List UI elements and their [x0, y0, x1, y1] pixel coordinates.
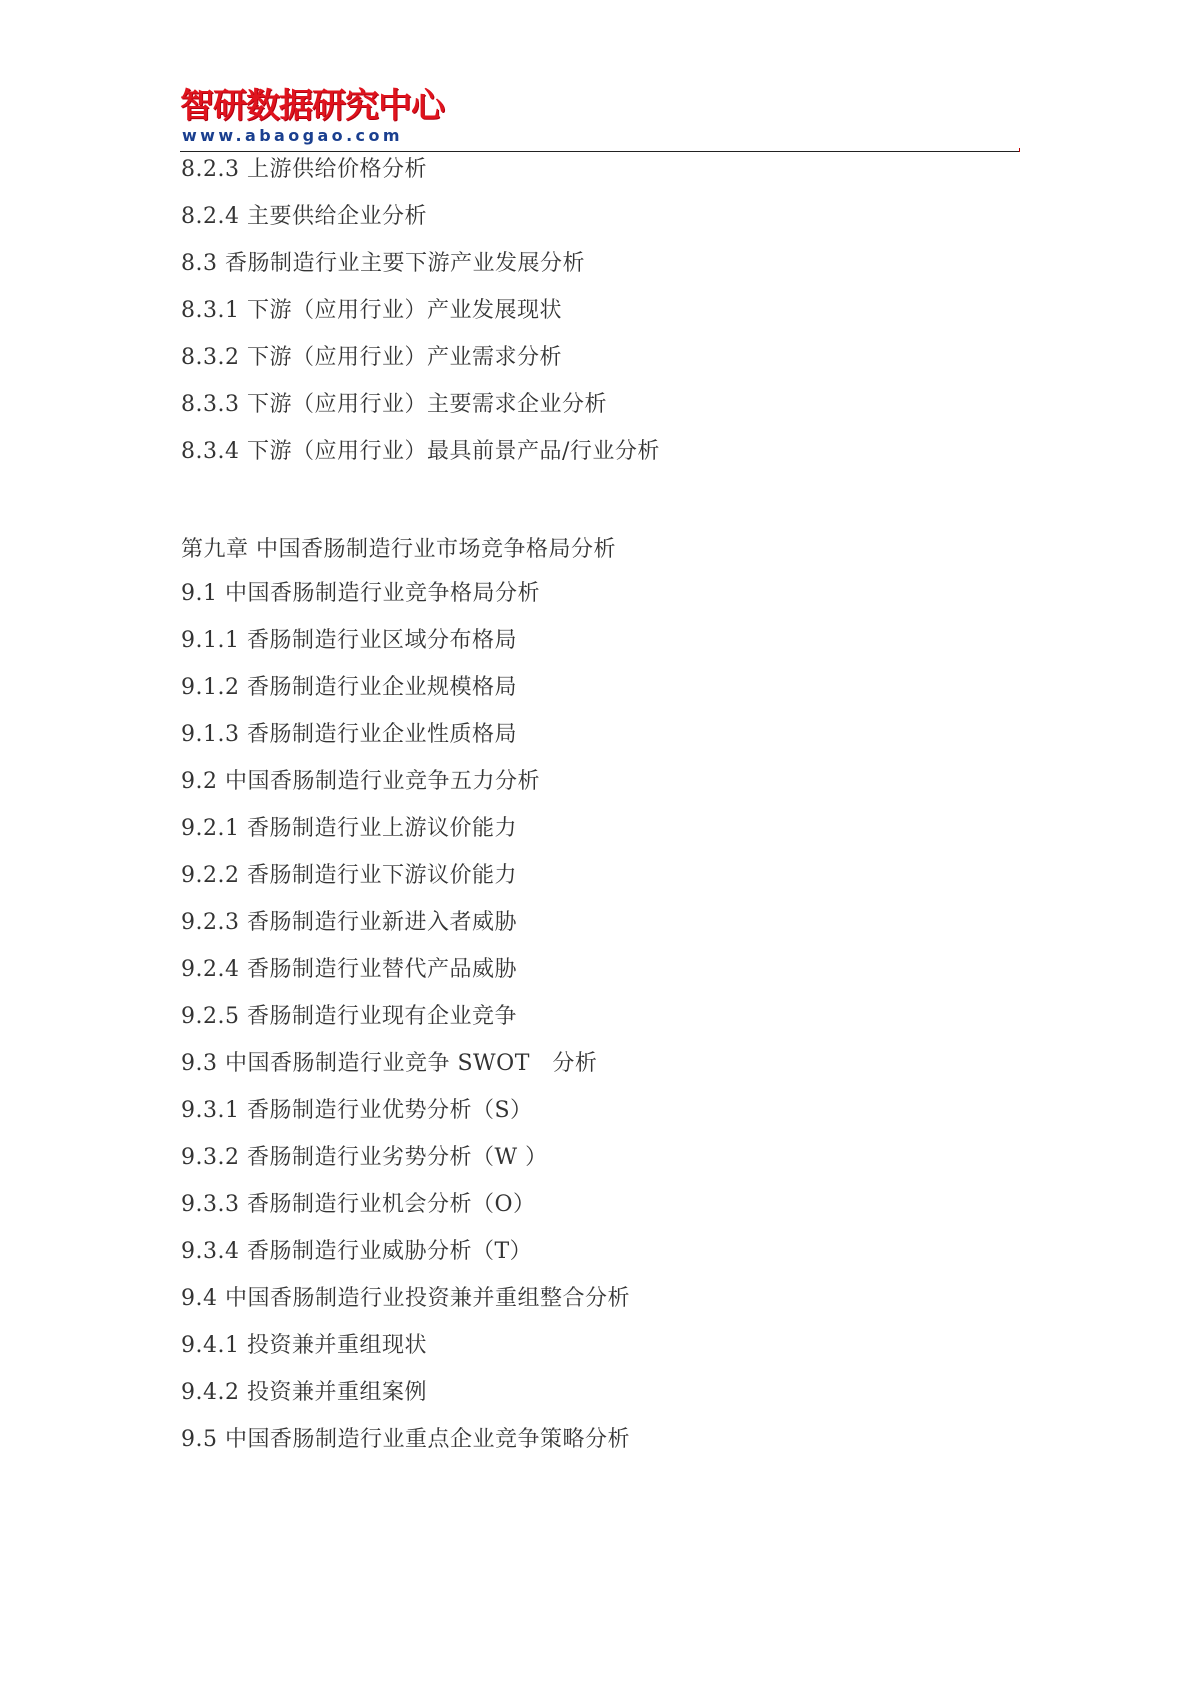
toc-item: 9.3.1 香肠制造行业优势分析（S）	[181, 1098, 533, 1123]
page-header	[180, 86, 1020, 156]
company-url: www.abaogao.com	[182, 126, 403, 145]
toc-item: 8.3.3 下游（应用行业）主要需求企业分析	[181, 392, 607, 417]
toc-item: 9.3 中国香肠制造行业竞争 SWOT 分析	[181, 1051, 598, 1076]
chapter-heading: 第九章 中国香肠制造行业市场竞争格局分析	[181, 537, 616, 562]
toc-item: 8.3 香肠制造行业主要下游产业发展分析	[181, 251, 585, 276]
toc-item: 9.5 中国香肠制造行业重点企业竞争策略分析	[181, 1427, 630, 1452]
toc-item: 9.1.2 香肠制造行业企业规模格局	[181, 675, 517, 700]
toc-item: 9.3.4 香肠制造行业威胁分析（T）	[181, 1239, 533, 1264]
toc-item: 9.1 中国香肠制造行业竞争格局分析	[181, 581, 540, 606]
toc-item: 9.2 中国香肠制造行业竞争五力分析	[181, 769, 540, 794]
header-divider	[180, 151, 1020, 152]
toc-item: 9.2.4 香肠制造行业替代产品威胁	[181, 957, 517, 982]
toc-item: 9.3.3 香肠制造行业机会分析（O）	[181, 1192, 536, 1217]
company-logo: 智研数据研究中心	[180, 86, 444, 126]
toc-item: 9.3.2 香肠制造行业劣势分析（W ）	[181, 1145, 548, 1170]
toc-item: 9.1.1 香肠制造行业区域分布格局	[181, 628, 517, 653]
toc-item: 9.2.3 香肠制造行业新进入者威胁	[181, 910, 517, 935]
toc-item: 8.3.4 下游（应用行业）最具前景产品/行业分析	[181, 439, 660, 464]
toc-item: 8.3.2 下游（应用行业）产业需求分析	[181, 345, 562, 370]
toc-item: 9.4.2 投资兼并重组案例	[181, 1380, 427, 1405]
toc-item: 9.1.3 香肠制造行业企业性质格局	[181, 722, 517, 747]
toc-item: 8.3.1 下游（应用行业）产业发展现状	[181, 298, 562, 323]
header-divider-tick	[1019, 148, 1020, 152]
toc-item: 9.2.2 香肠制造行业下游议价能力	[181, 863, 517, 888]
toc-item: 9.2.5 香肠制造行业现有企业竞争	[181, 1004, 517, 1029]
toc-item: 9.2.1 香肠制造行业上游议价能力	[181, 816, 517, 841]
toc-item: 9.4 中国香肠制造行业投资兼并重组整合分析	[181, 1286, 630, 1311]
toc-item: 9.4.1 投资兼并重组现状	[181, 1333, 427, 1358]
toc-item: 8.2.3 上游供给价格分析	[181, 157, 427, 182]
toc-item: 8.2.4 主要供给企业分析	[181, 204, 427, 229]
